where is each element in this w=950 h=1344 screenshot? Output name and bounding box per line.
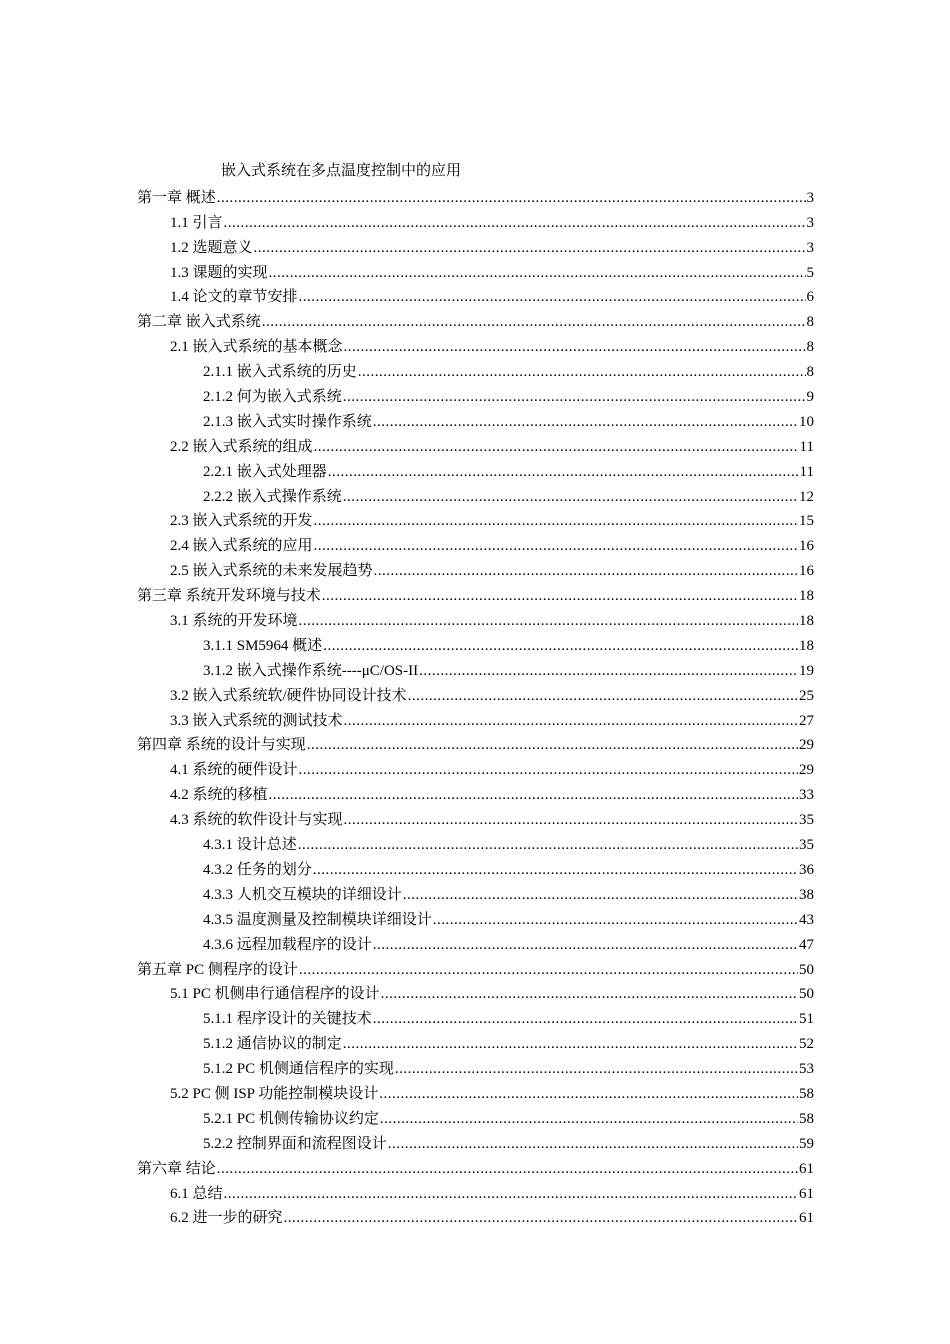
toc-entry[interactable]	[137, 283, 814, 308]
toc-entry-label: 2.1.3 嵌入式实时操作系统	[203, 413, 372, 430]
toc-entry-page-number: 50	[799, 986, 814, 1003]
toc-dot-leader	[313, 860, 798, 880]
toc-entry-label: 3.2 嵌入式系统软/硬件协同设计技术	[170, 687, 407, 704]
toc-entry[interactable]	[137, 755, 814, 780]
toc-dot-leader	[344, 810, 798, 830]
toc-entry[interactable]	[137, 1129, 814, 1154]
toc-dot-leader	[373, 412, 798, 432]
toc-entry[interactable]	[137, 407, 814, 432]
toc-entry[interactable]	[137, 556, 814, 581]
toc-entry-label: 5.1.2 PC 机侧通信程序的实现	[203, 1061, 394, 1078]
toc-entry[interactable]	[137, 731, 814, 756]
toc-entry-label: 1.3 课题的实现	[170, 264, 268, 281]
toc-dot-leader	[373, 935, 798, 955]
toc-entry-label: 2.1 嵌入式系统的基本概念	[170, 339, 343, 356]
toc-entry[interactable]	[137, 930, 814, 955]
toc-entry[interactable]	[137, 1179, 814, 1204]
toc-entry-page-number: 18	[799, 588, 814, 605]
toc-entry-page-number: 58	[799, 1110, 814, 1127]
toc-entry-page-number: 33	[799, 787, 814, 804]
toc-entry[interactable]	[137, 1204, 814, 1229]
toc-entry[interactable]	[137, 507, 814, 532]
toc-entry-page-number: 35	[799, 812, 814, 829]
toc-entry-page-number: 43	[799, 911, 814, 928]
toc-entry-label: 4.1 系统的硬件设计	[170, 762, 298, 779]
toc-entry-label: 第五章 PC 侧程序的设计	[137, 961, 298, 978]
toc-entry-label: 3.1.1 SM5964 概述	[203, 637, 323, 654]
toc-dot-leader	[344, 337, 806, 357]
toc-entry[interactable]	[137, 955, 814, 980]
toc-entry-page-number: 6	[806, 289, 814, 306]
toc-entry-page-number: 38	[799, 886, 814, 903]
toc-dot-leader	[224, 1184, 798, 1204]
toc-dot-leader	[379, 1084, 798, 1104]
toc-entry[interactable]	[137, 631, 814, 656]
toc-entry-label: 2.5 嵌入式系统的未来发展趋势	[170, 563, 373, 580]
toc-entry[interactable]	[137, 905, 814, 930]
toc-entry-label: 2.1.1 嵌入式系统的历史	[203, 364, 357, 381]
toc-entry-page-number: 47	[799, 936, 814, 953]
toc-dot-leader	[403, 885, 798, 905]
toc-dot-leader	[344, 711, 798, 731]
table-of-contents	[137, 183, 814, 1228]
toc-entry-page-number: 3	[806, 189, 814, 206]
toc-entry-label: 6.2 进一步的研究	[170, 1210, 283, 1227]
toc-entry-label: 5.2.1 PC 机侧传输协议约定	[203, 1110, 379, 1127]
toc-dot-leader	[307, 735, 798, 755]
toc-dot-leader	[433, 910, 798, 930]
toc-dot-leader	[254, 238, 806, 258]
toc-entry[interactable]	[137, 482, 814, 507]
toc-entry-label: 4.2 系统的移植	[170, 787, 268, 804]
toc-entry[interactable]	[137, 805, 814, 830]
toc-entry-label: 4.3.2 任务的划分	[203, 861, 312, 878]
toc-entry-label: 3.1 系统的开发环境	[170, 613, 298, 630]
toc-entry-page-number: 12	[799, 488, 814, 505]
toc-entry[interactable]	[137, 855, 814, 880]
toc-entry-page-number: 5	[806, 264, 814, 281]
toc-dot-leader	[388, 1134, 798, 1154]
toc-dot-leader	[323, 636, 798, 656]
toc-dot-leader	[358, 362, 806, 382]
toc-entry-label: 4.3.6 远程加载程序的设计	[203, 936, 372, 953]
toc-entry[interactable]	[137, 1154, 814, 1179]
toc-entry-label: 2.2.1 嵌入式处理器	[203, 463, 327, 480]
toc-dot-leader	[298, 835, 798, 855]
toc-entry-label: 1.1 引言	[170, 214, 223, 231]
toc-dot-leader	[395, 1059, 798, 1079]
toc-entry[interactable]	[137, 233, 814, 258]
toc-entry-page-number: 61	[799, 1185, 814, 1202]
toc-entry-label: 3.1.2 嵌入式操作系统----μC/OS-II	[203, 662, 419, 679]
toc-dot-leader	[419, 661, 798, 681]
toc-dot-leader	[269, 263, 806, 283]
toc-entry-page-number: 25	[799, 687, 814, 704]
toc-entry-page-number: 16	[799, 563, 814, 580]
toc-entry-page-number: 36	[799, 861, 814, 878]
toc-entry-label: 2.1.2 何为嵌入式系统	[203, 389, 342, 406]
toc-entry-label: 5.2 PC 侧 ISP 功能控制模块设计	[170, 1085, 379, 1102]
toc-entry-page-number: 50	[799, 961, 814, 978]
toc-dot-leader	[269, 785, 798, 805]
toc-entry-page-number: 18	[799, 613, 814, 630]
toc-entry-label: 第三章 系统开发环境与技术	[137, 588, 321, 605]
toc-entry-page-number: 59	[799, 1135, 814, 1152]
toc-entry-label: 第四章 系统的设计与实现	[137, 737, 306, 754]
toc-entry[interactable]	[137, 531, 814, 556]
toc-dot-leader	[381, 984, 798, 1004]
toc-dot-leader	[408, 686, 798, 706]
toc-entry-label: 4.3.1 设计总述	[203, 837, 297, 854]
toc-entry-label: 4.3.3 人机交互模块的详细设计	[203, 886, 402, 903]
toc-entry-label: 6.1 总结	[170, 1185, 223, 1202]
toc-entry-page-number: 19	[799, 662, 814, 679]
toc-entry[interactable]	[137, 581, 814, 606]
toc-entry[interactable]	[137, 880, 814, 905]
toc-entry-page-number: 29	[799, 737, 814, 754]
toc-entry-page-number: 58	[799, 1085, 814, 1102]
toc-entry-page-number: 3	[806, 214, 814, 231]
toc-entry-page-number: 8	[806, 339, 814, 356]
toc-entry[interactable]	[137, 258, 814, 283]
toc-entry-page-number: 52	[799, 1036, 814, 1053]
toc-dot-leader	[380, 1109, 798, 1129]
toc-entry-page-number: 18	[799, 637, 814, 654]
toc-entry-page-number: 11	[799, 438, 814, 455]
toc-dot-leader	[374, 561, 798, 581]
toc-dot-leader	[314, 536, 798, 556]
toc-entry-label: 第二章 嵌入式系统	[137, 314, 261, 331]
toc-dot-leader	[217, 188, 806, 208]
toc-entry[interactable]	[137, 432, 814, 457]
toc-dot-leader	[343, 487, 798, 507]
toc-dot-leader	[299, 760, 798, 780]
toc-entry[interactable]	[137, 980, 814, 1005]
toc-entry-label: 5.1.2 通信协议的制定	[203, 1036, 342, 1053]
toc-entry-label: 4.3.5 温度测量及控制模块详细设计	[203, 911, 432, 928]
toc-dot-leader	[314, 437, 799, 457]
toc-dot-leader	[373, 1009, 798, 1029]
toc-entry[interactable]	[137, 780, 814, 805]
toc-entry-page-number: 3	[806, 239, 814, 256]
toc-entry-label: 5.1 PC 机侧串行通信程序的设计	[170, 986, 380, 1003]
toc-dot-leader	[299, 960, 798, 980]
toc-entry-page-number: 15	[799, 513, 814, 530]
toc-entry-label: 3.3 嵌入式系统的测试技术	[170, 712, 343, 729]
toc-entry[interactable]	[137, 1054, 814, 1079]
toc-entry[interactable]	[137, 357, 814, 382]
toc-entry-page-number: 8	[806, 364, 814, 381]
toc-entry-page-number: 29	[799, 762, 814, 779]
toc-dot-leader	[343, 387, 806, 407]
toc-entry-label: 2.2.2 嵌入式操作系统	[203, 488, 342, 505]
toc-entry-label: 2.3 嵌入式系统的开发	[170, 513, 313, 530]
toc-entry-page-number: 27	[799, 712, 814, 729]
toc-entry-page-number: 53	[799, 1061, 814, 1078]
toc-dot-leader	[224, 213, 806, 233]
toc-entry-page-number: 16	[799, 538, 814, 555]
toc-entry[interactable]	[137, 307, 814, 332]
toc-entry-page-number: 9	[806, 389, 814, 406]
toc-dot-leader	[299, 287, 806, 307]
toc-entry-page-number: 61	[799, 1210, 814, 1227]
toc-entry-page-number: 61	[799, 1160, 814, 1177]
toc-dot-leader	[284, 1208, 798, 1228]
toc-entry[interactable]	[137, 457, 814, 482]
toc-entry[interactable]	[137, 1104, 814, 1129]
toc-dot-leader	[328, 462, 799, 482]
toc-entry[interactable]	[137, 1004, 814, 1029]
toc-entry-label: 2.2 嵌入式系统的组成	[170, 438, 313, 455]
toc-entry-label: 2.4 嵌入式系统的应用	[170, 538, 313, 555]
toc-entry-label: 4.3 系统的软件设计与实现	[170, 812, 343, 829]
toc-entry[interactable]	[137, 706, 814, 731]
toc-entry-page-number: 11	[799, 463, 814, 480]
toc-dot-leader	[299, 611, 798, 631]
toc-dot-leader	[322, 586, 798, 606]
toc-entry-label: 1.4 论文的章节安排	[170, 289, 298, 306]
toc-entry[interactable]	[137, 656, 814, 681]
toc-entry[interactable]	[137, 332, 814, 357]
toc-dot-leader	[314, 511, 798, 531]
toc-entry[interactable]	[137, 606, 814, 631]
toc-entry-label: 第六章 结论	[137, 1160, 216, 1177]
toc-entry-label: 1.2 选题意义	[170, 239, 253, 256]
toc-entry-label: 5.2.2 控制界面和流程图设计	[203, 1135, 387, 1152]
toc-dot-leader	[217, 1159, 798, 1179]
toc-entry[interactable]	[137, 681, 814, 706]
toc-entry-label: 第一章 概述	[137, 189, 216, 206]
toc-entry[interactable]	[137, 208, 814, 233]
toc-entry[interactable]	[137, 382, 814, 407]
toc-entry[interactable]	[137, 1079, 814, 1104]
toc-entry-page-number: 8	[806, 314, 814, 331]
toc-entry[interactable]	[137, 183, 814, 208]
toc-entry-page-number: 35	[799, 837, 814, 854]
toc-entry-label: 5.1.1 程序设计的关键技术	[203, 1011, 372, 1028]
toc-entry[interactable]	[137, 1029, 814, 1054]
toc-dot-leader	[262, 312, 806, 332]
toc-entry-page-number: 51	[799, 1011, 814, 1028]
toc-entry[interactable]	[137, 830, 814, 855]
toc-entry-page-number: 10	[799, 413, 814, 430]
toc-dot-leader	[343, 1034, 798, 1054]
document-title: 嵌入式系统在多点温度控制中的应用	[221, 163, 462, 179]
